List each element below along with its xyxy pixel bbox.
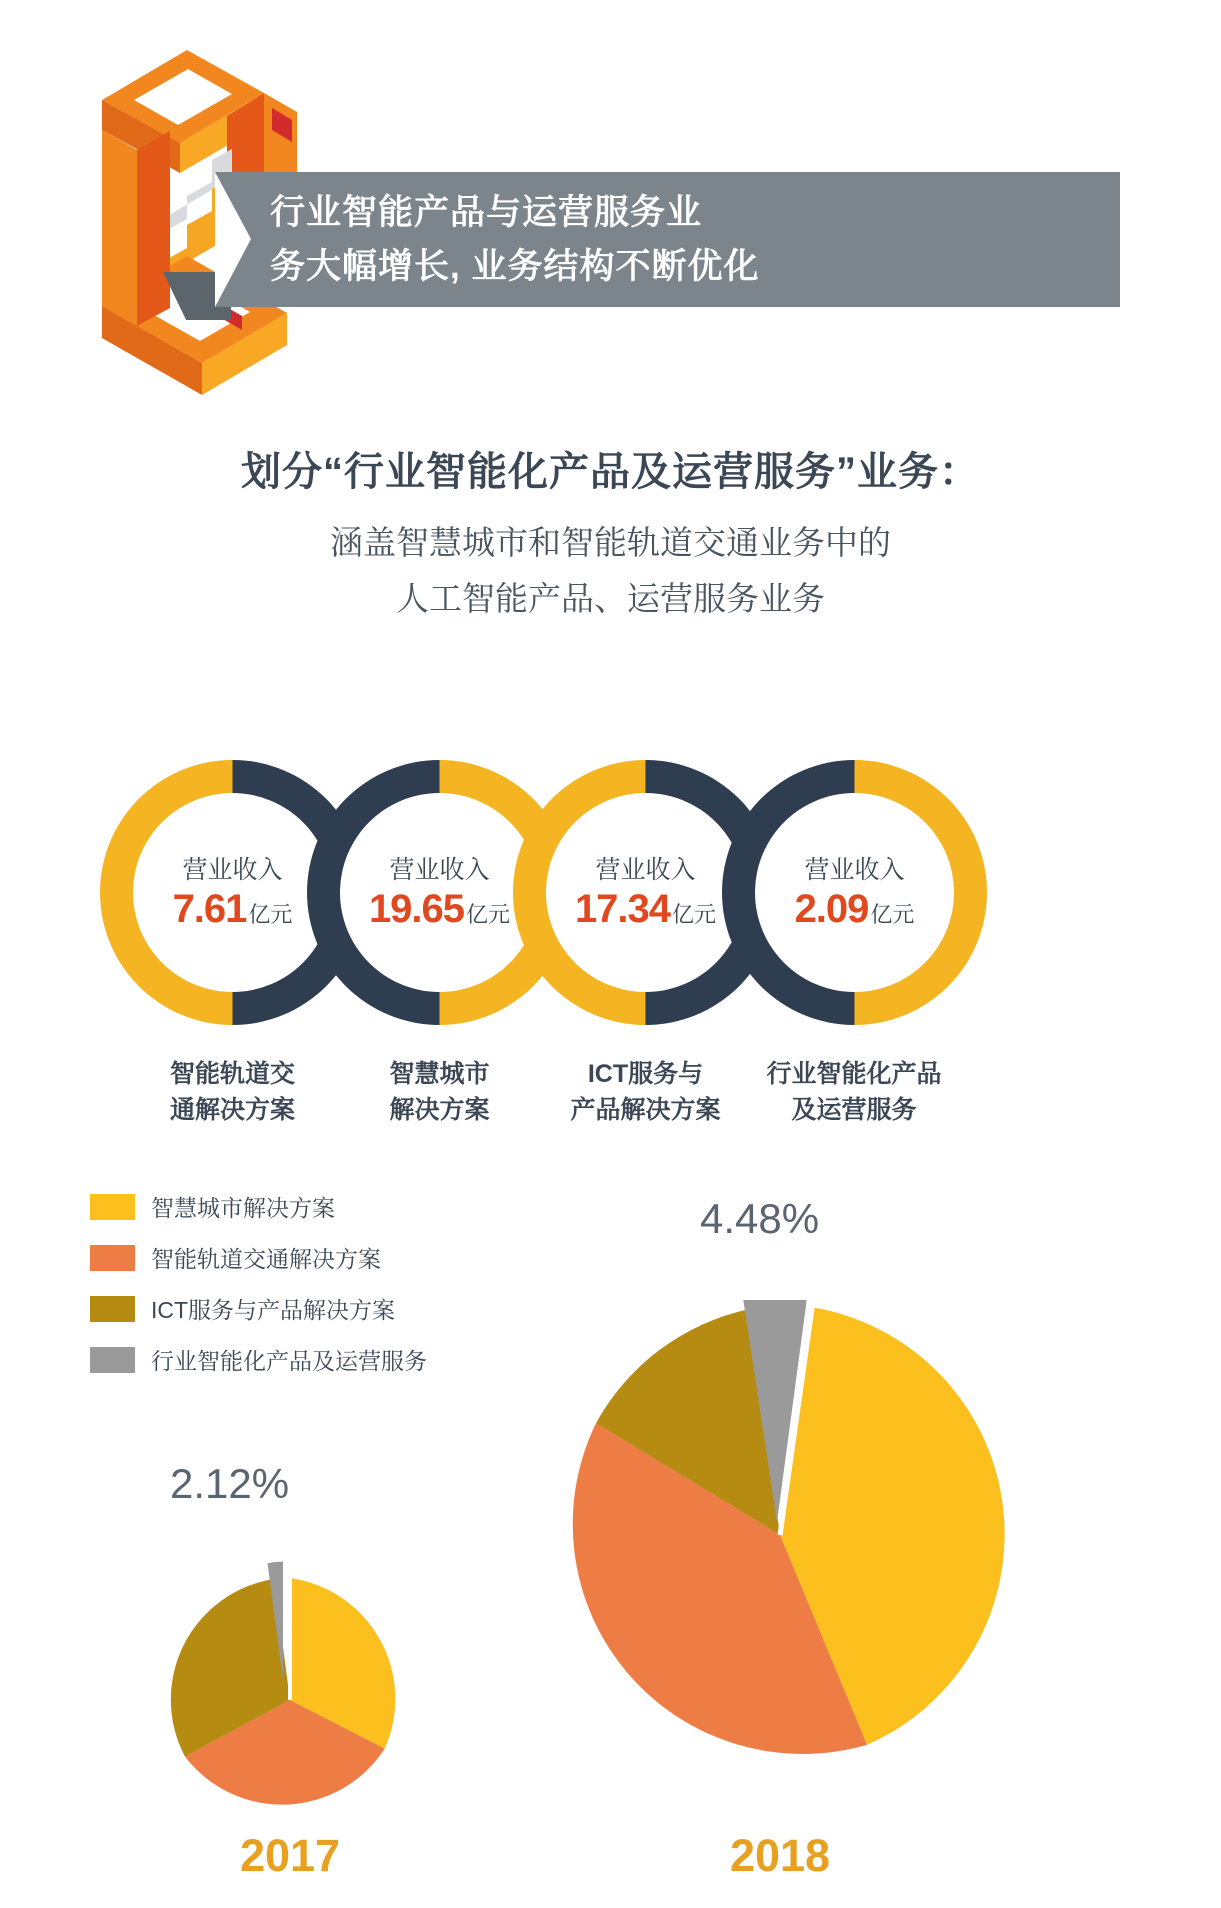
donut-caption-2-line2: 产品解决方案	[570, 1096, 721, 1124]
donut-caption-3-line2: 及运营服务	[791, 1096, 917, 1124]
pie-2017-year-label: 2017	[239, 1830, 341, 1881]
donut-value-0: 7.61	[172, 887, 247, 931]
legend-label-2: ICT服务与产品解决方案	[151, 1297, 396, 1323]
legend-item-1	[90, 1241, 570, 1274]
legend-swatch-1	[90, 1245, 135, 1271]
header-title-line2: 务大幅增长, 业务结构不断优化	[270, 247, 760, 286]
donut-unit-0: 亿元	[248, 902, 293, 927]
donut-value-row-3	[795, 887, 915, 932]
donut-caption-2-line1: ICT服务与	[587, 1060, 704, 1088]
intro-section	[0, 440, 1221, 627]
legend-label-0: 智慧城市解决方案	[151, 1195, 335, 1221]
intro-subtitle-line1: 涵盖智慧城市和智能轨道交通业务中的	[330, 524, 891, 561]
pie-chart-2018	[545, 1300, 1015, 1770]
donut-caption-0-line1: 智能轨道交	[169, 1060, 295, 1088]
donut-content-3	[755, 793, 954, 992]
legend-swatch-2	[90, 1296, 135, 1322]
donut-value-row-1	[369, 887, 510, 932]
donut-unit-2: 亿元	[672, 902, 717, 927]
pie-2018-year-label: 2018	[729, 1830, 831, 1881]
donut-caption-3-line1: 行业智能化产品	[766, 1060, 942, 1088]
pie-chart-2017	[150, 1560, 430, 1840]
donut-value-3: 2.09	[794, 887, 869, 931]
donut-content-2	[546, 793, 745, 992]
donut-caption-1-line2: 解决方案	[389, 1096, 490, 1124]
legend-swatch-0	[90, 1194, 135, 1220]
donut-value-1: 19.65	[368, 887, 465, 931]
header-section	[0, 0, 1221, 420]
header-ribbon	[215, 172, 1120, 307]
donut-unit-3: 亿元	[870, 902, 915, 927]
donut-card-3	[722, 760, 987, 1124]
legend-item-0	[90, 1190, 570, 1223]
donut-label-0: 营业收入	[182, 856, 283, 884]
pie-2018-svg	[545, 1300, 1015, 1770]
legend-label-3: 行业智能化产品及运营服务	[151, 1348, 427, 1374]
intro-subtitle	[0, 515, 1221, 627]
legend-item-3	[90, 1343, 570, 1376]
donut-label-3: 营业收入	[804, 856, 905, 884]
pie-2017-svg	[150, 1560, 430, 1840]
intro-subtitle-line2: 人工智能产品、运营服务业务	[396, 580, 825, 617]
donut-caption-3	[704, 1056, 1004, 1128]
donut-caption-1-line1: 智慧城市	[389, 1060, 490, 1088]
donut-label-2: 营业收入	[595, 856, 696, 884]
donut-value-row-2	[575, 887, 716, 932]
donut-value-row-0	[173, 887, 293, 932]
donut-content-0	[133, 793, 332, 992]
header-title-line1: 行业智能产品与运营服务业	[270, 193, 703, 232]
header-title	[270, 186, 1100, 294]
donut-content-1	[340, 793, 539, 992]
pie-legend	[90, 1190, 570, 1394]
intro-title: 划分“行业智能化产品及运营服务”业务：	[241, 450, 980, 494]
ribbon-notch	[215, 172, 251, 307]
revenue-donuts-section	[0, 740, 1221, 1140]
donut-value-2: 17.34	[574, 887, 671, 931]
donut-caption-0-line2: 通解决方案	[169, 1096, 295, 1124]
legend-swatch-3	[90, 1347, 135, 1373]
legend-label-1: 智能轨道交通解决方案	[151, 1246, 381, 1272]
donut-unit-1: 亿元	[466, 902, 511, 927]
pie-2018-annotation: 4.48%	[700, 1195, 820, 1242]
donut-label-1: 营业收入	[389, 856, 490, 884]
legend-item-2	[90, 1292, 570, 1325]
pie-2017-annotation: 2.12%	[170, 1460, 290, 1507]
